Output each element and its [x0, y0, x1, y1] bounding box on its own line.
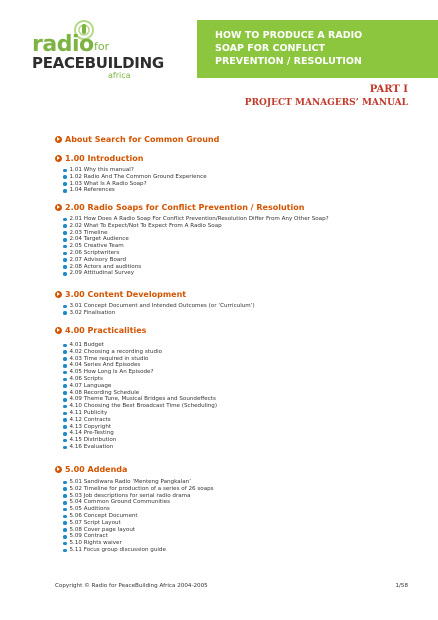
page-number: 1/58: [395, 583, 408, 589]
list-item[interactable]: 4.15 Distribution: [55, 437, 217, 444]
bullet-icon: [63, 189, 67, 193]
bullet-icon: [63, 218, 67, 222]
arrow-circle-icon: [55, 136, 62, 143]
list-item[interactable]: 2.01 How Does A Radio Soap For Conflict Prevention/Resolution Differ From Any Other Soap?: [55, 216, 329, 223]
arrow-circle-icon: [55, 466, 62, 473]
arrow-circle-icon: [55, 327, 62, 334]
section-heading-link[interactable]: [55, 202, 329, 212]
bullet-icon: [63, 439, 67, 443]
bullet-icon: [63, 542, 67, 546]
section-heading-link[interactable]: [55, 464, 214, 474]
bullet-icon: [63, 175, 67, 179]
title-line-1: HOW TO PRODUCE A RADIO: [215, 30, 363, 41]
toc-section-radio-soaps: [55, 202, 329, 277]
list-item[interactable]: 5.10 Rights waiver: [55, 540, 214, 547]
section-heading-link[interactable]: [55, 325, 217, 335]
bullet-icon: [63, 384, 67, 388]
bullet-icon: [63, 398, 67, 402]
list-item[interactable]: 2.07 Advisory Board: [55, 257, 329, 264]
list-item[interactable]: 4.02 Choosing a recording studio: [55, 349, 217, 356]
list-item[interactable]: 5.04 Common Ground Communities: [55, 499, 214, 506]
list-item[interactable]: 4.08 Recording Schedule: [55, 390, 217, 397]
bullet-icon: [63, 265, 67, 269]
list-item[interactable]: 1.04 References: [55, 187, 207, 194]
list-item[interactable]: 2.03 Timeline: [55, 230, 329, 237]
list-item[interactable]: 5.09 Contract: [55, 533, 214, 540]
list-item[interactable]: 5.11 Focus group discussion guide: [55, 547, 214, 554]
bullet-icon: [63, 425, 67, 429]
list-item[interactable]: 4.07 Language: [55, 383, 217, 390]
arrow-circle-icon: [55, 155, 62, 162]
list-item[interactable]: 2.09 Attitudinal Survey: [55, 270, 329, 277]
list-item[interactable]: 5.07 Script Layout: [55, 520, 214, 527]
bullet-icon: [63, 481, 67, 485]
arrow-circle-icon: [55, 204, 62, 211]
section-title: 2.00 Radio Soaps for Conflict Prevention / Resolution: [65, 202, 305, 212]
toc-section-addenda: [55, 464, 214, 554]
logo-africa: africa: [108, 71, 131, 80]
arrow-circle-icon: [55, 291, 62, 298]
footer-copyright: Copyright © Radio for PeaceBuilding Africa 2004-2005: [55, 583, 208, 589]
list-item[interactable]: 1.02 Radio And The Common Ground Experience: [55, 174, 207, 181]
bullet-icon: [63, 515, 67, 519]
list-item[interactable]: 5.02 Timeline for production of a series of 26 soaps: [55, 486, 214, 493]
bullet-icon: [63, 182, 67, 186]
list-item[interactable]: 3.02 Finalisation: [55, 310, 255, 317]
list-item[interactable]: 5.05 Auditions: [55, 506, 214, 513]
bullet-icon: [63, 535, 67, 539]
bullet-icon: [63, 311, 67, 315]
toc-section-introduction: [55, 153, 207, 194]
list-item[interactable]: 4.12 Contracts: [55, 417, 217, 424]
list-item[interactable]: 4.13 Copyright: [55, 424, 217, 431]
section-heading-link[interactable]: [55, 153, 207, 163]
bullet-icon: [63, 357, 67, 361]
part-label: PART I: [369, 84, 408, 95]
bullet-icon: [63, 364, 67, 368]
bullet-icon: [63, 344, 67, 348]
list-item[interactable]: 4.05 How Long Is An Episode?: [55, 369, 217, 376]
bullet-icon: [63, 487, 67, 491]
section-title: 3.00 Content Development: [65, 289, 187, 299]
list-item[interactable]: 4.03 Time required in studio: [55, 356, 217, 363]
bullet-icon: [63, 378, 67, 382]
bullet-icon: [63, 405, 67, 409]
list-item[interactable]: 4.06 Scripts: [55, 376, 217, 383]
logo: [30, 18, 164, 80]
bullet-icon: [63, 231, 67, 235]
list-item[interactable]: 1.03 What Is A Radio Soap?: [55, 181, 207, 188]
list-item[interactable]: 5.08 Cover page layout: [55, 527, 214, 534]
list-item[interactable]: 5.06 Concept Document: [55, 513, 214, 520]
section-heading-link[interactable]: [55, 289, 255, 299]
logo-peacebuilding: PEACEBUILDING: [32, 54, 164, 72]
list-item[interactable]: 4.10 Choosing the Best Broadcast Time (Scheduling): [55, 403, 217, 410]
bullet-icon: [63, 446, 67, 450]
toc-section-about: [55, 134, 219, 144]
bullet-icon: [63, 252, 67, 256]
logo-radio: radio: [32, 32, 94, 57]
list-item[interactable]: 2.02 What To Expect/Not To Expect From A Radio Soap: [55, 223, 329, 230]
list-item[interactable]: 3.01 Concept Document and Intended Outcomes (or ‘Curriculum’): [55, 303, 255, 310]
bullet-icon: [63, 371, 67, 375]
bullet-icon: [63, 412, 67, 416]
list-item[interactable]: 4.09 Theme Tune, Musical Bridges and Soundeffects: [55, 396, 217, 403]
bullet-icon: [63, 350, 67, 354]
section-heading-link[interactable]: [55, 134, 219, 144]
bullet-icon: [63, 391, 67, 395]
bullet-icon: [63, 528, 67, 532]
bullet-icon: [63, 238, 67, 242]
bullet-icon: [63, 508, 67, 512]
bullet-icon: [63, 432, 67, 436]
bullet-icon: [63, 169, 67, 173]
list-item[interactable]: 5.01 Sandiwara Radio ‘Menteng Pangkalan’: [55, 479, 214, 486]
list-item[interactable]: 2.08 Actors and auditions: [55, 264, 329, 271]
bullet-icon: [63, 258, 67, 262]
section-title: 1.00 Introduction: [65, 153, 144, 163]
bullet-icon: [63, 418, 67, 422]
list-item[interactable]: 2.06 Scriptwriters: [55, 250, 329, 257]
list-item[interactable]: 4.01 Budget: [55, 342, 217, 349]
bullet-icon: [63, 549, 67, 553]
bullet-icon: [63, 272, 67, 276]
toc-section-content-development: [55, 289, 255, 317]
list-item[interactable]: 5.03 Job descriptions for serial radio drama: [55, 493, 214, 500]
section-title: 4.00 Practicalities: [65, 325, 147, 335]
list-item[interactable]: 2.05 Creative Team: [55, 243, 329, 250]
list-item[interactable]: 4.14 Pre-Testing: [55, 430, 217, 437]
bullet-icon: [63, 305, 67, 309]
list-item[interactable]: 4.16 Evaluation: [55, 444, 217, 451]
section-title: About Search for Common Ground: [65, 134, 220, 144]
title-line-3: PREVENTION / RESOLUTION: [215, 56, 362, 67]
bullet-icon: [63, 494, 67, 498]
section-title: 5.00 Addenda: [65, 464, 128, 474]
list-item[interactable]: 4.04 Series And Episodes: [55, 362, 217, 369]
bullet-icon: [63, 521, 67, 525]
bullet-icon: [63, 224, 67, 228]
title-banner: [197, 20, 438, 78]
title-line-2: SOAP FOR CONFLICT: [215, 43, 326, 54]
list-item[interactable]: 2.04 Target Audience: [55, 236, 329, 243]
list-item[interactable]: 1.01 Why this manual?: [55, 167, 207, 174]
list-item[interactable]: 4.11 Publicity: [55, 410, 217, 417]
bullet-icon: [63, 501, 67, 505]
manual-title: PROJECT MANAGERS’ MANUAL: [244, 98, 408, 108]
logo-for: for: [94, 40, 110, 53]
bullet-icon: [63, 245, 67, 249]
toc-section-practicalities: [55, 325, 217, 451]
